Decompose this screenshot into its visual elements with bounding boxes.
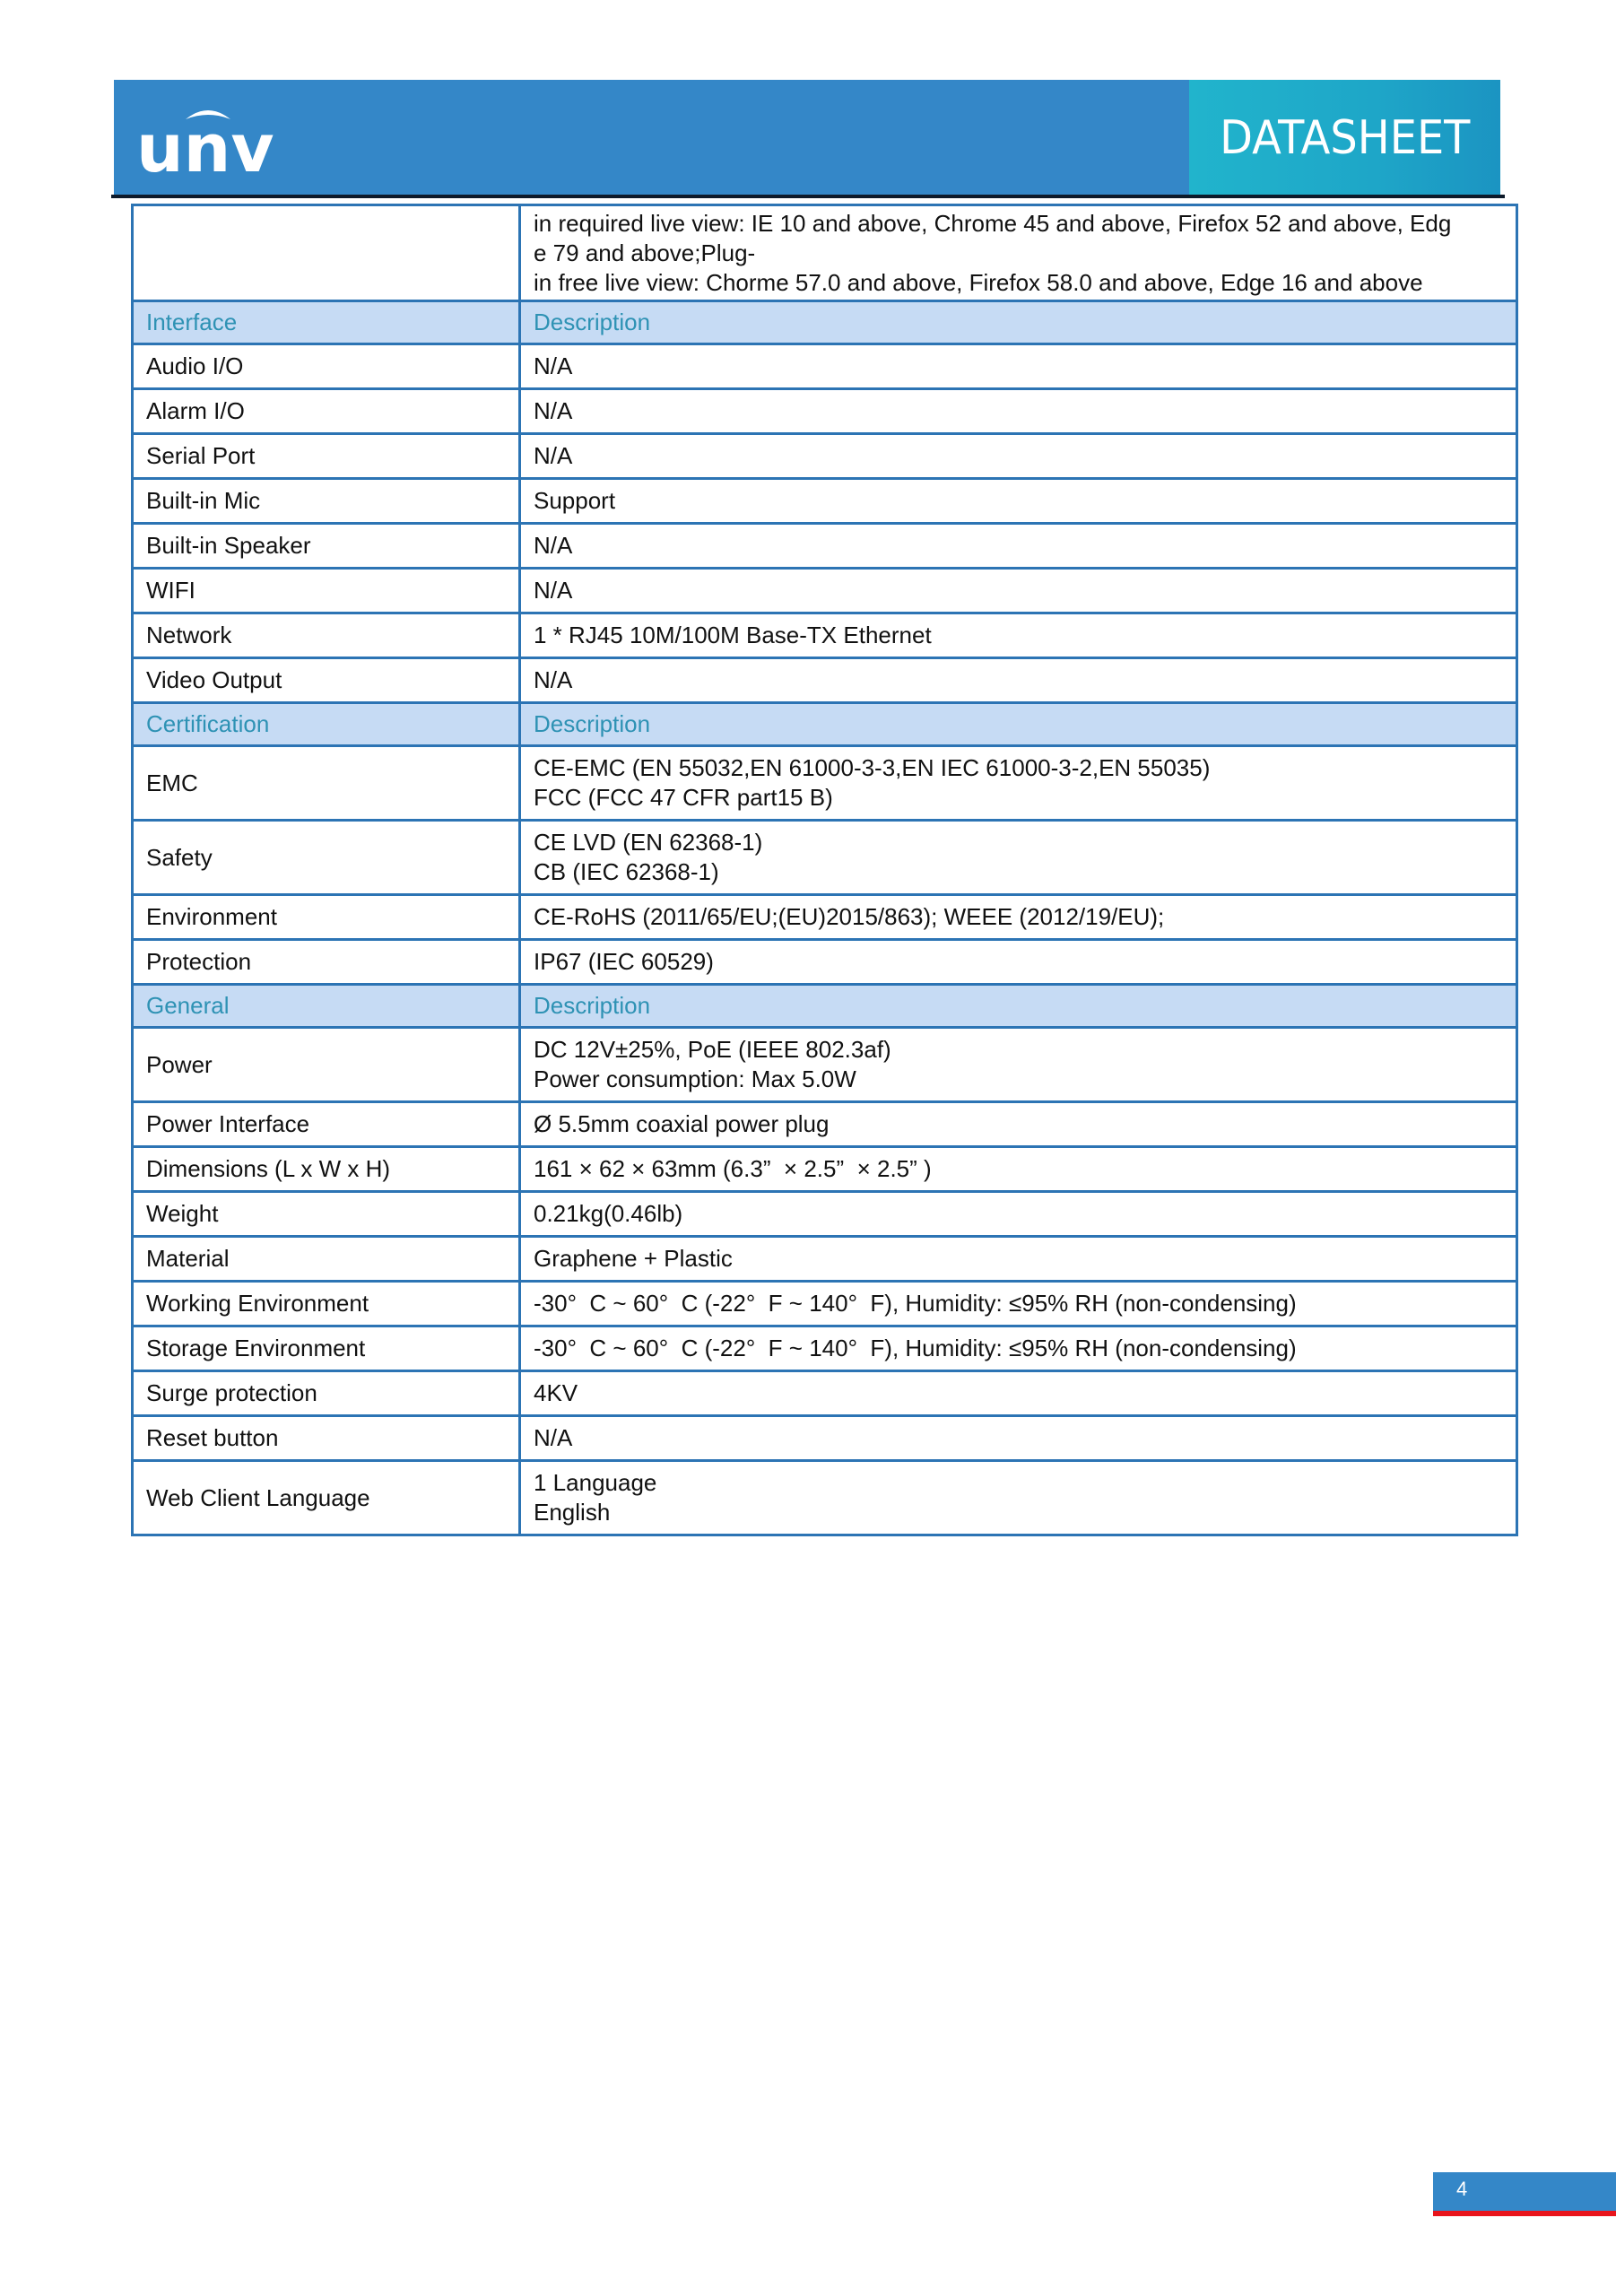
table-row: [133, 821, 1517, 895]
section-header-general: [133, 985, 1517, 1028]
unv-logo-icon: [136, 100, 280, 180]
page-number: 4: [1456, 2178, 1468, 2200]
section-title: Certification: [133, 703, 520, 746]
row-value: N/A: [520, 569, 1517, 613]
row-value: CE LVD (EN 62368-1) CB (IEC 62368-1): [520, 821, 1517, 895]
header-divider: [111, 195, 1505, 198]
table-row: [133, 1102, 1517, 1147]
row-label: WIFI: [133, 569, 520, 613]
row-label: Web Client Language: [133, 1461, 520, 1535]
row-label: Material: [133, 1237, 520, 1282]
row-value: 0.21kg(0.46lb): [520, 1192, 1517, 1237]
table-row: [133, 569, 1517, 613]
row-value: CE-EMC (EN 55032,EN 61000-3-3,EN IEC 61000-3-2,EN 55035) FCC (FCC 47 CFR part15 B): [520, 746, 1517, 821]
section-header-certification: [133, 703, 1517, 746]
row-label: Audio I/O: [133, 344, 520, 389]
table-row: [133, 613, 1517, 658]
table-row: [133, 524, 1517, 569]
row-value: 4KV: [520, 1371, 1517, 1416]
unv-logo: [136, 100, 280, 180]
row-label: [133, 205, 520, 301]
row-value: N/A: [520, 344, 1517, 389]
row-value: 1 Language English: [520, 1461, 1517, 1535]
row-label: Built-in Speaker: [133, 524, 520, 569]
table-row: [133, 1192, 1517, 1237]
section-title: General: [133, 985, 520, 1028]
section-description-header: Description: [520, 703, 1517, 746]
section-header-interface: [133, 301, 1517, 344]
row-value: N/A: [520, 658, 1517, 703]
row-label: Power Interface: [133, 1102, 520, 1147]
row-label: Network: [133, 613, 520, 658]
table-row: [133, 389, 1517, 434]
row-label: Alarm I/O: [133, 389, 520, 434]
row-value: N/A: [520, 1416, 1517, 1461]
section-description-header: Description: [520, 985, 1517, 1028]
footer-page-bar: [1433, 2172, 1616, 2211]
table-row: [133, 940, 1517, 985]
datasheet-header: [114, 80, 1500, 196]
table-row: [133, 344, 1517, 389]
row-label: Safety: [133, 821, 520, 895]
table-row: [133, 1371, 1517, 1416]
row-value: N/A: [520, 524, 1517, 569]
row-value: N/A: [520, 434, 1517, 479]
logo-text: unv: [136, 110, 274, 180]
row-value: Ø 5.5mm coaxial power plug: [520, 1102, 1517, 1147]
row-value: DC 12V±25%, PoE (IEEE 802.3af) Power consumption: Max 5.0W: [520, 1028, 1517, 1102]
section-description-header: Description: [520, 301, 1517, 344]
table-row: [133, 434, 1517, 479]
row-value: N/A: [520, 389, 1517, 434]
row-value: 1 * RJ45 10M/100M Base-TX Ethernet: [520, 613, 1517, 658]
datasheet-title: DATASHEET: [1219, 110, 1471, 165]
row-value: Graphene + Plastic: [520, 1237, 1517, 1282]
spec-table: [131, 204, 1518, 1536]
row-label: Video Output: [133, 658, 520, 703]
row-label: Environment: [133, 895, 520, 940]
row-value: in required live view: IE 10 and above, Chrome 45 and above, Firefox 52 and above, Edg e 79 and above;Plug- in free live view: Chorme 57.0 and above, Firefox 58.0 and above, Edge 16 and above: [520, 205, 1517, 301]
row-label: EMC: [133, 746, 520, 821]
table-row: [133, 658, 1517, 703]
row-label: Surge protection: [133, 1371, 520, 1416]
row-value: CE-RoHS (2011/65/EU;(EU)2015/863); WEEE (2012/19/EU);: [520, 895, 1517, 940]
table-row: [133, 895, 1517, 940]
table-row: [133, 1416, 1517, 1461]
row-label: Dimensions (L x W x H): [133, 1147, 520, 1192]
row-value: -30° C ~ 60° C (-22° F ~ 140° F), Humidity: ≤95% RH (non-condensing): [520, 1282, 1517, 1326]
row-value: 161 × 62 × 63mm (6.3” × 2.5” × 2.5” ): [520, 1147, 1517, 1192]
footer-red-rule: [1433, 2211, 1616, 2216]
brand-panel: [1189, 80, 1500, 196]
table-row: [133, 479, 1517, 524]
row-value: -30° C ~ 60° C (-22° F ~ 140° F), Humidity: ≤95% RH (non-condensing): [520, 1326, 1517, 1371]
row-value: Support: [520, 479, 1517, 524]
row-label: Storage Environment: [133, 1326, 520, 1371]
row-label: Working Environment: [133, 1282, 520, 1326]
table-row: [133, 1028, 1517, 1102]
table-row-continuation: [133, 205, 1517, 301]
row-label: Power: [133, 1028, 520, 1102]
row-label: Built-in Mic: [133, 479, 520, 524]
row-label: Weight: [133, 1192, 520, 1237]
table-row: [133, 1461, 1517, 1535]
table-row: [133, 1147, 1517, 1192]
row-label: Protection: [133, 940, 520, 985]
table-row: [133, 746, 1517, 821]
table-row: [133, 1237, 1517, 1282]
table-row: [133, 1282, 1517, 1326]
table-row: [133, 1326, 1517, 1371]
row-label: Reset button: [133, 1416, 520, 1461]
section-title: Interface: [133, 301, 520, 344]
row-value: IP67 (IEC 60529): [520, 940, 1517, 985]
row-label: Serial Port: [133, 434, 520, 479]
spec-table-container: [131, 204, 1518, 1536]
